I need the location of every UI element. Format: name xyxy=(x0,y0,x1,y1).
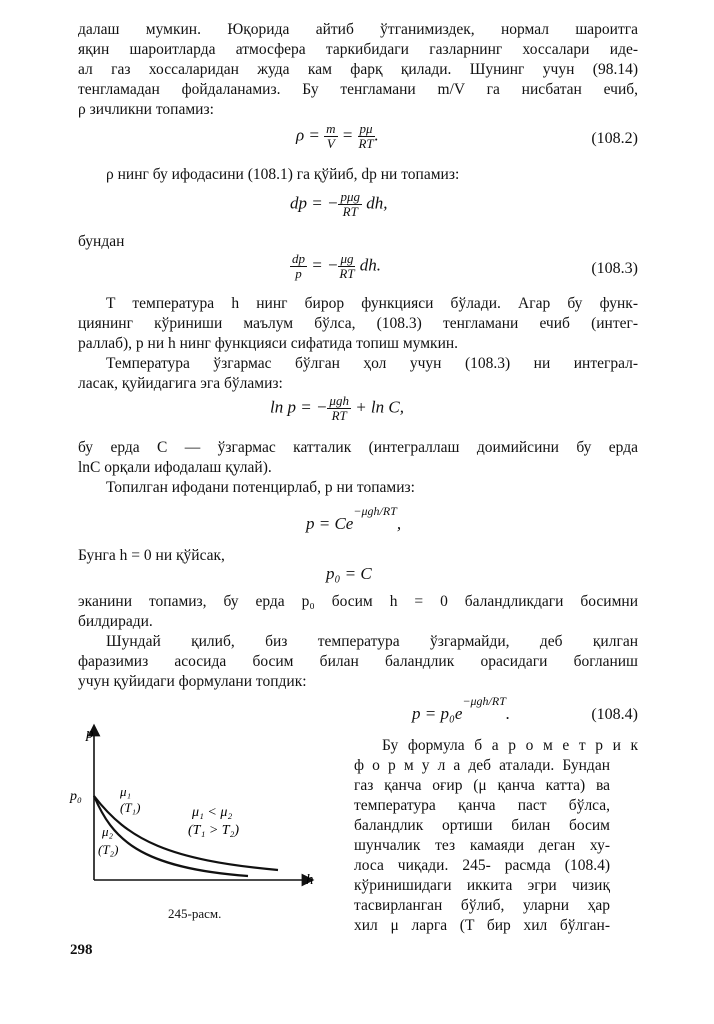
text-line: Бу формула б а р о м е т р и к xyxy=(382,737,638,754)
text-line: Шундай қилиб, биз температура ўзгармайди, деб қилган xyxy=(106,633,638,650)
text-line: яқин шароитларда атмосфера таркибидаги газларнинг хоссалари иде- xyxy=(78,41,638,58)
text-line: ласак, қуйидагига эга бўламиз: xyxy=(78,375,283,392)
equation-number: (108.4) xyxy=(591,706,638,723)
text-line: газ қанча оғир (μ қанча катта) ва xyxy=(354,777,610,794)
text-line: лоса чиқади. 245- расмда (108.4) xyxy=(354,857,610,874)
label-relation-t: (T₁ > T₂) xyxy=(188,823,240,838)
figure-caption: 245-расм. xyxy=(168,906,222,921)
barometric-figure xyxy=(68,720,328,930)
label-t2: (T₂) xyxy=(98,842,119,857)
label-mu2: μ₂ xyxy=(102,824,114,839)
barometric-graph xyxy=(68,720,328,910)
text-line: шунчалик тез камаяди деган ху- xyxy=(354,837,610,854)
label-mu1: μ₁ xyxy=(120,784,132,799)
text-line: lnC орқали ифодалаш қулай). xyxy=(78,459,272,476)
text-line: кўринишидаги иккита эгри чизиқ xyxy=(354,877,610,894)
text-line: ρ зичликни топамиз: xyxy=(78,101,214,118)
text-line: Топилган ифодани потенцирлаб, p ни топамиз: xyxy=(106,479,415,496)
equation-number: (108.2) xyxy=(591,130,638,147)
text-line: учун қуйидаги формулани топдик: xyxy=(78,673,307,690)
equation-p0-c: p₀ = C xyxy=(326,564,372,583)
equation-lnp: ln p = − $\frac{\text{μgh}}{RT}$ + ln C, xyxy=(270,393,404,423)
axis-label-h: h xyxy=(306,872,314,888)
text-line: бундан xyxy=(78,233,125,250)
text-line: тенгламадан фойдаланамиз. Бу тенгламани m/V га нисбатан ечиб, xyxy=(78,81,638,98)
text-line: далаш мумкин. Юқорида айтиб ўтганимиздек, нормал шароитга xyxy=(78,21,638,38)
equation-p-ce: $p = Ce^{-\mu gh/RT}$, xyxy=(306,504,402,533)
text-line: циянинг кўриниши маълум бўлса, (108.3) тенгламани ечиб (интег- xyxy=(78,315,638,332)
axis-label-p: p xyxy=(86,726,94,742)
text-line: билдиради. xyxy=(78,613,153,630)
text-line: ф о р м у л а деб аталади. Бундан xyxy=(354,757,610,774)
text-line: баландлик ортиши билан босим xyxy=(354,817,610,834)
text-line: T температура h нинг бирор функцияси бўлади. Агар бу функ- xyxy=(106,295,638,312)
label-p0: p₀ xyxy=(70,789,82,804)
text-line: Бунга h = 0 ни қўйсак, xyxy=(78,547,225,564)
equation-number: (108.3) xyxy=(591,260,638,277)
text-line: Температура ўзгармас бўлган ҳол учун (108.3) ни интеграл- xyxy=(106,355,638,372)
equation-dp: dp = − $\frac{\text{pμg}}{RT}$ dh, xyxy=(290,189,388,219)
text-line: бу ерда C — ўзгармас катталик (интеграллаш доимийсини бу ерда xyxy=(78,439,638,456)
equation-108-4: $p = p_0e^{-\mu gh/RT}$. xyxy=(412,694,511,723)
text-line: эканини топамиз, бу ерда p₀ босим h = 0 баландликдаги босимни xyxy=(78,593,638,610)
page-number: 298 xyxy=(70,942,93,958)
equation-108-3: $\frac{dp}{p}$ = − $\frac{\mu g}{RT}$ dh. xyxy=(292,251,381,281)
text-line: раллаб), p ни h нинг функцияси сифатида топиш мумкин. xyxy=(78,335,459,352)
text-line: хил μ ларга (T бир хил бўлган- xyxy=(354,917,610,934)
text-line: тасвирланган бўлиб, уларни ҳар xyxy=(354,897,610,914)
text-line: фаразимиз асосида босим билан баландлик орасидаги богланиш xyxy=(78,653,638,670)
label-t1: (T₁) xyxy=(120,800,141,815)
text-line: температура қанча паст бўлса, xyxy=(354,797,610,814)
label-relation-mu: μ₁ < μ₂ xyxy=(192,805,233,820)
equation-108-2: ρ = $\frac{m}{V}$ = $\frac{p\mu}{RT}$ . xyxy=(296,121,379,151)
text-line: ал газ хоссаларидан жуда кам фарқ қилади. Шунинг учун (98.14) xyxy=(78,61,638,78)
text-line: ρ нинг бу ифодасини (108.1) га қўйиб, dp ни топамиз: xyxy=(106,166,460,183)
